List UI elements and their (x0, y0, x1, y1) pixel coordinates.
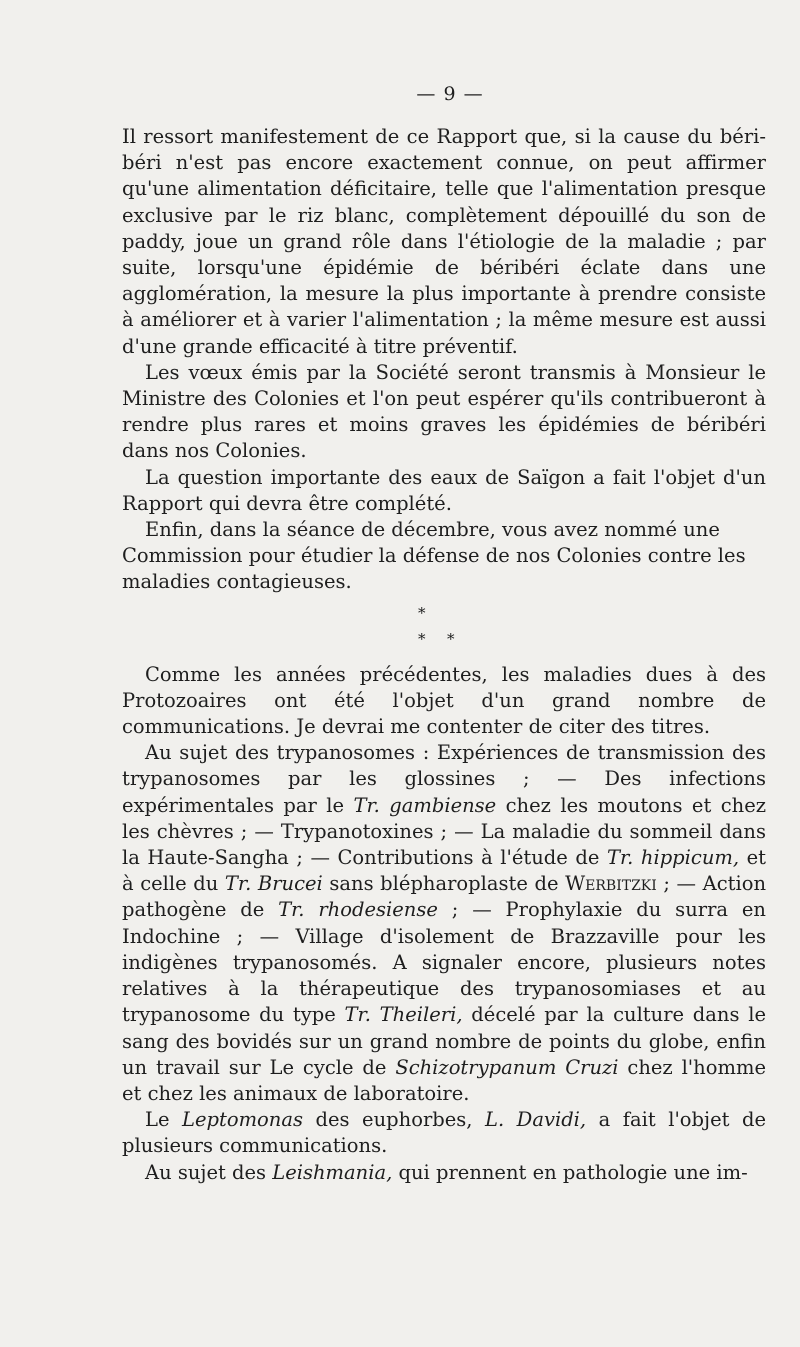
paragraph: Enfin, dans la séance de décembre, vous avez nommé une Commission pour étudier la défense de nos Colonies contre les maladies contagieuses. (122, 518, 746, 594)
paragraph: Il ressort manifestement de ce Rapport que, si la cause du béri-béri n'est pas encore exactement connue, on peut affirmer qu'une alimentation déficitaire, telle que l'alimentation presque exclusive par le riz blanc, complètement dépouillé du son de paddy, joue un grand rôle dans l'étiologie de la maladie ; par suite, lorsqu'une épidémie de béribéri éclate dans une agglomération, la mesure la plus importante à prendre consiste à améliorer et à varier l'alimentation ; la même mesure est aussi d'une grande efficacité à titre préventif. (122, 125, 766, 358)
paragraph-leptomonas: Le Leptomonas des euphorbes, L. Davidi, a fait l'objet de plusieurs communications. (122, 1108, 766, 1158)
section-separator (122, 596, 766, 648)
paragraph: La question importante des eaux de Saïgon a fait l'objet d'un Rapport qui devra être complété. (122, 465, 766, 515)
paragraph-trypanosomes: Au sujet des trypanosomes : Expériences de transmission des trypanosomes par les glossines ; — Des infections expérimentales par le Tr. gambiense chez les moutons et chez les chèvres ; — Trypanotoxines ; — La maladie du sommeil dans la Haute-Sangha ; — Contributions à l'étude de Tr. hippicum, et à celle du Tr. Brucei sans blépharoplaste de Werbitzki ; — Action pathogène de Tr. rhodesiense ; — Prophylaxie du surra en Indochine ; — Village d'isolement de Brazzaville pour les indigènes trypanosomés. A signaler encore, plusieurs notes relatives à la thérapeutique des trypanosomiases et au trypanosome du type Tr. Theileri, décelé par la culture dans le sang des bovidés sur un grand nombre de points du globe, enfin un travail sur Le cycle de Schizotrypanum Cruzi chez l'homme et chez les animaux de laboratoire. (122, 741, 767, 1105)
separator-star: * (418, 603, 426, 622)
paragraph: Comme les années précédentes, les maladies dues à des Protozoaires ont été l'objet d'un grand nombre de communications. Je devrai me contenter de citer des titres. (122, 662, 766, 739)
separator-star: * (418, 629, 426, 648)
body-text (122, 124, 766, 1186)
paragraph: Les vœux émis par la Société seront transmis à Monsieur le Ministre des Colonies et l'on peut espérer qu'ils contribueront à rendre plus rares et moins graves les épidémies de béribéri dans nos Colonies. (122, 360, 766, 463)
page-number: — 9 — (416, 83, 484, 105)
separator-star: * (447, 629, 455, 648)
paragraph-leishmania: Au sujet des Leishmania, qui prennent en pathologie une im- (145, 1160, 748, 1184)
